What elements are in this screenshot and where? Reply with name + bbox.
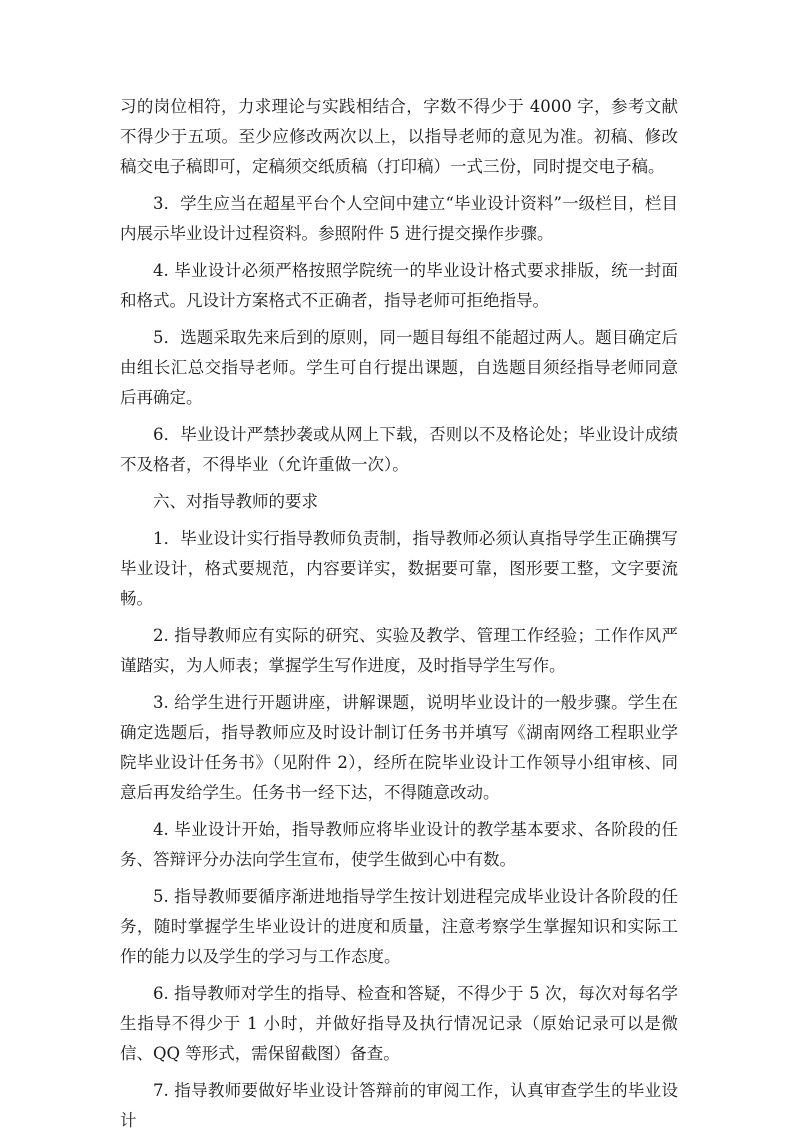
paragraph-teacher-req-3: 3. 给学生进行开题讲座，讲解课题，说明毕业设计的一般步骤。学生在确定选题后，指导教师应及时设计制订任务书并填写《湖南网络工程职业学院毕业设计任务书》（见附件 2），经所在院毕业设计工作领导小组审核、同意后再发给学生。任务书一经下达，不得随意改动。 xyxy=(120,693,678,802)
paragraph-continuation: 习的岗位相符，力求理论与实践相结合，字数不得少于 4000 字，参考文献不得少于五项。至少应修改两次以上，以指导老师的意见为准。初稿、修改稿交电子稿即可，定稿须交纸质稿（打印稿）一式三份，同时提交电子稿。 xyxy=(120,97,678,176)
document-body xyxy=(120,92,678,1143)
section-heading-teacher-requirements: 六、对指导教师的要求 xyxy=(153,492,318,511)
paragraph-teacher-req-5: 5. 指导教师要循序渐进地指导学生按计划进程完成毕业设计各阶段的任务，随时掌握学生毕业设计的进度和质量，注意考察学生掌握知识和实际工作的能力以及学生的学习与工作态度。 xyxy=(120,887,678,966)
paragraph-teacher-req-4: 4. 毕业设计开始，指导教师应将毕业设计的教学基本要求、各阶段的任务、答辩评分办法向学生宣布，使学生做到心中有数。 xyxy=(120,820,678,869)
paragraph-teacher-req-7: 7. 指导教师要做好毕业设计答辩前的审阅工作，认真审查学生的毕业设计 xyxy=(120,1081,678,1130)
paragraph-teacher-req-1: 1．毕业设计实行指导教师负责制，指导教师必须认真指导学生正确撰写毕业设计，格式要规范，内容要详实，数据要可靠，图形要工整，文字要流畅。 xyxy=(120,529,678,608)
paragraph-student-req-3: 3．学生应当在超星平台个人空间中建立“毕业设计资料”一级栏目，栏目内展示毕业设计过程资料。参照附件 5 进行提交操作步骤。 xyxy=(120,194,678,243)
paragraph-student-req-5: 5．选题采取先来后到的原则，同一题目每组不能超过两人。题目确定后由组长汇总交指导老师。学生可自行提出课题，自选题目须经指导老师同意后再确定。 xyxy=(120,328,678,407)
paragraph-teacher-req-2: 2. 指导教师应有实际的研究、实验及教学、管理工作经验；工作作风严谨踏实，为人师表；掌握学生写作进度，及时指导学生写作。 xyxy=(120,626,678,675)
paragraph-teacher-req-6: 6. 指导教师对学生的指导、检查和答疑，不得少于 5 次，每次对每名学生指导不得少于 1 小时，并做好指导及执行情况记录（原始记录可以是微信、QQ 等形式，需保留截图）备查。 xyxy=(120,984,678,1063)
paragraph-student-req-6: 6．毕业设计严禁抄袭或从网上下载，否则以不及格论处；毕业设计成绩不及格者，不得毕业（允许重做一次）。 xyxy=(120,425,678,474)
paragraph-student-req-4: 4. 毕业设计必须严格按照学院统一的毕业设计格式要求排版，统一封面和格式。凡设计方案格式不正确者，指导老师可拒绝指导。 xyxy=(120,261,678,310)
